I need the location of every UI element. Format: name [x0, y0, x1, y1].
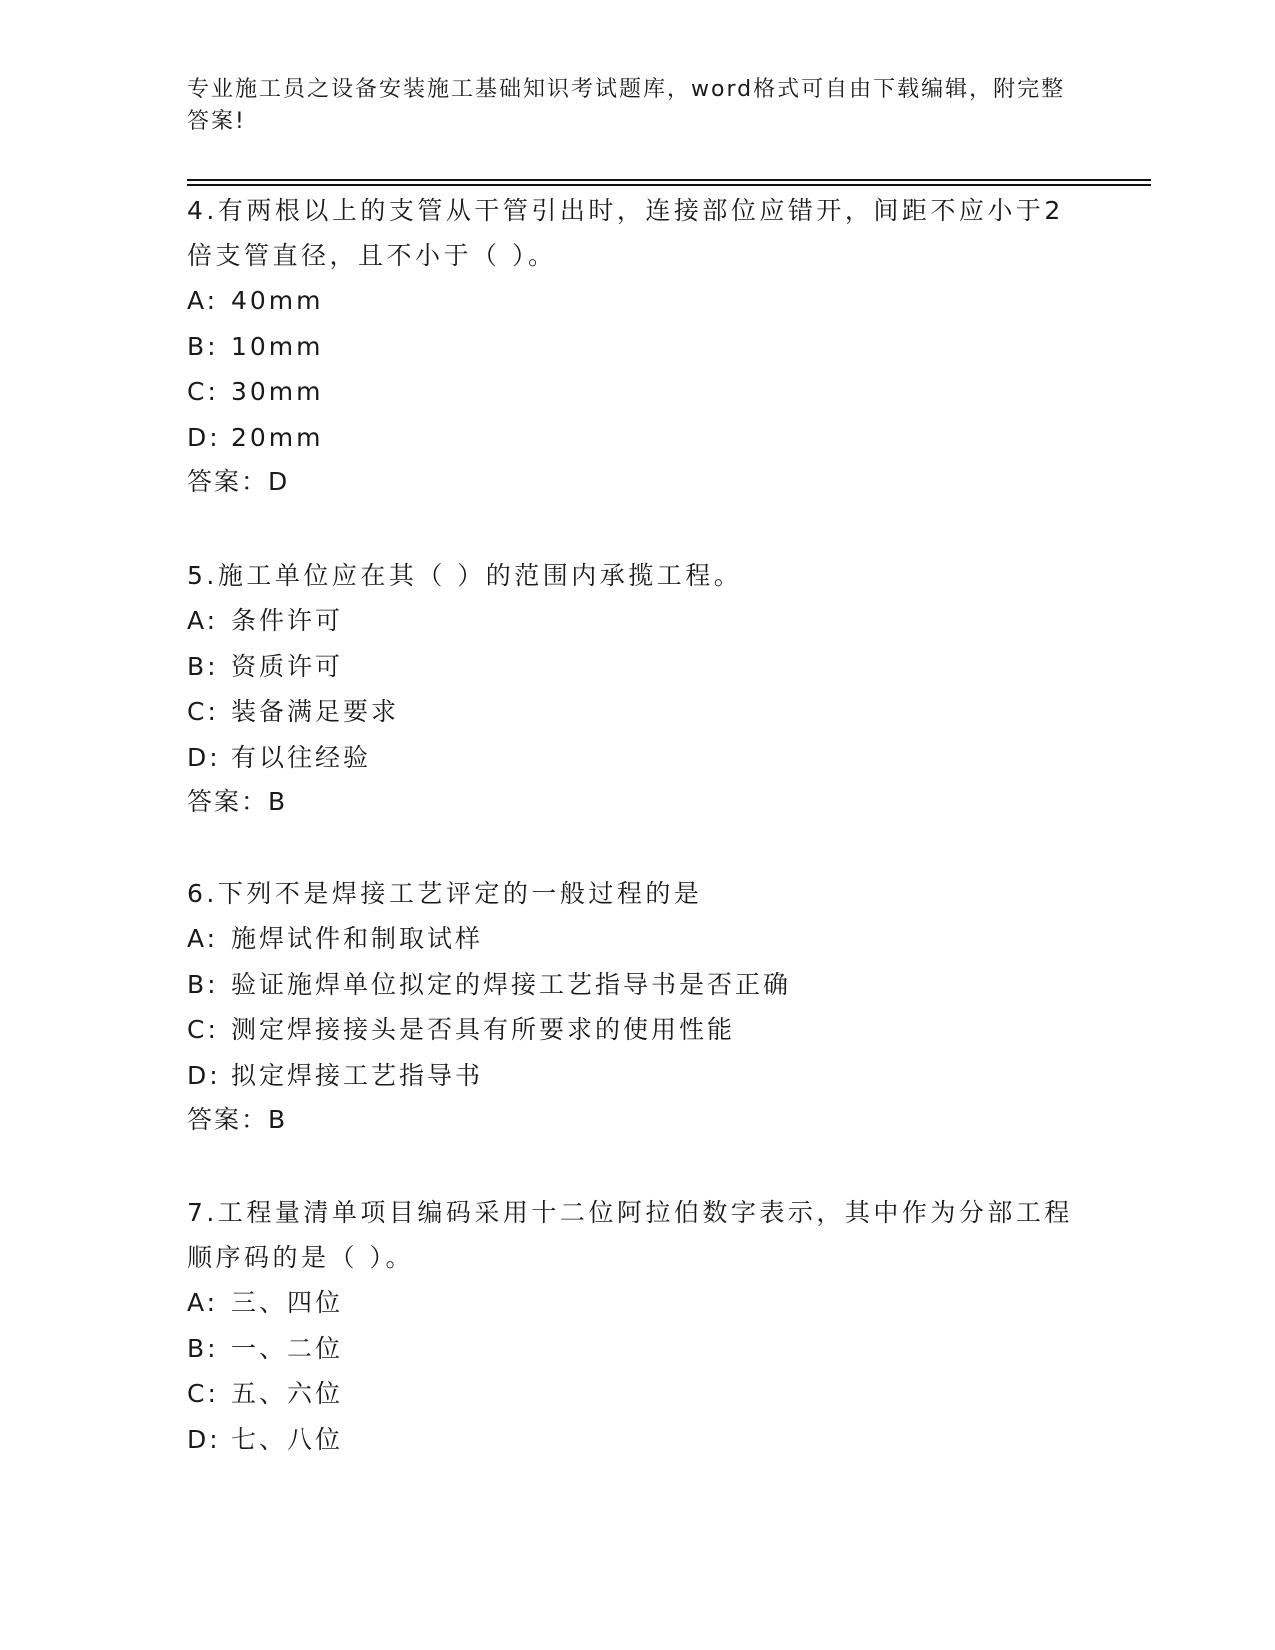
answer-line: 答案：B — [187, 1105, 288, 1134]
option-text: 三、四位 — [231, 1288, 344, 1317]
option-key: D: — [187, 1424, 221, 1454]
question-stem: 6.下列不是焊接工艺评定的一般过程的是 — [187, 879, 703, 908]
answer-line: 答案：B — [187, 787, 288, 816]
option-row — [187, 1326, 1087, 1372]
option-key: B: — [187, 969, 219, 999]
option-key: A: — [187, 1288, 219, 1317]
option-key: C: — [187, 1015, 219, 1044]
option-key: D: — [187, 1060, 221, 1090]
option-row — [187, 1280, 1087, 1326]
option-text: 拟定焊接工艺指导书 — [231, 1060, 484, 1090]
option-key: C: — [187, 1379, 219, 1408]
option-row — [187, 415, 1087, 461]
answer-line: 答案：D — [187, 467, 290, 496]
option-key: C: — [187, 377, 219, 406]
option-text: 验证施焊单位拟定的焊接工艺指导书是否正确 — [231, 969, 792, 999]
option-text: 40mm — [231, 286, 324, 315]
option-text: 装备满足要求 — [231, 697, 400, 726]
option-row — [187, 916, 1087, 962]
header-divider-top — [187, 179, 1151, 181]
option-text: 七、八位 — [231, 1424, 344, 1454]
option-key: A: — [187, 286, 219, 315]
option-key: D: — [187, 742, 221, 772]
question-block — [187, 553, 1087, 824]
option-key: C: — [187, 697, 219, 726]
option-text: 五、六位 — [231, 1379, 344, 1408]
question-block — [187, 871, 1087, 1142]
option-text: 10mm — [231, 331, 324, 361]
option-text: 资质许可 — [231, 651, 344, 681]
option-row — [187, 369, 1087, 415]
question-stem: 7.工程量清单项目编码采用十二位阿拉伯数字表示，其中作为分部工程顺序码的是（ ）。 — [187, 1198, 1073, 1272]
option-row — [187, 735, 1087, 781]
option-key: D: — [187, 422, 221, 452]
header-divider-bottom — [187, 184, 1151, 186]
question-stem: 4.有两根以上的支管从干管引出时，连接部位应错开，间距不应小于2倍支管直径，且不小于（ ）。 — [187, 196, 1064, 270]
option-row — [187, 278, 1087, 324]
option-text: 条件许可 — [231, 606, 344, 635]
document-header-title: 专业施工员之设备安装施工基础知识考试题库，word格式可自由下载编辑，附完整答案! — [187, 77, 1066, 134]
option-text: 一、二位 — [231, 1333, 344, 1363]
option-key: B: — [187, 651, 219, 681]
option-row — [187, 1007, 1087, 1053]
option-row — [187, 689, 1087, 735]
option-text: 30mm — [231, 377, 324, 406]
option-row — [187, 324, 1087, 370]
question-stem: 5.施工单位应在其（ ）的范围内承揽工程。 — [187, 561, 743, 590]
option-text: 20mm — [231, 422, 324, 452]
option-key: B: — [187, 331, 219, 361]
option-text: 测定焊接接头是否具有所要求的使用性能 — [231, 1015, 736, 1044]
question-block — [187, 1190, 1087, 1462]
question-block — [187, 188, 1087, 504]
option-row — [187, 1417, 1087, 1463]
option-text: 施焊试件和制取试样 — [231, 924, 484, 953]
option-text: 有以往经验 — [231, 742, 372, 772]
option-key: A: — [187, 924, 219, 953]
option-row — [187, 962, 1087, 1008]
option-row — [187, 598, 1087, 644]
option-row — [187, 1371, 1087, 1417]
option-key: A: — [187, 606, 219, 635]
option-key: B: — [187, 1333, 219, 1363]
option-row — [187, 644, 1087, 690]
option-row — [187, 1053, 1087, 1099]
